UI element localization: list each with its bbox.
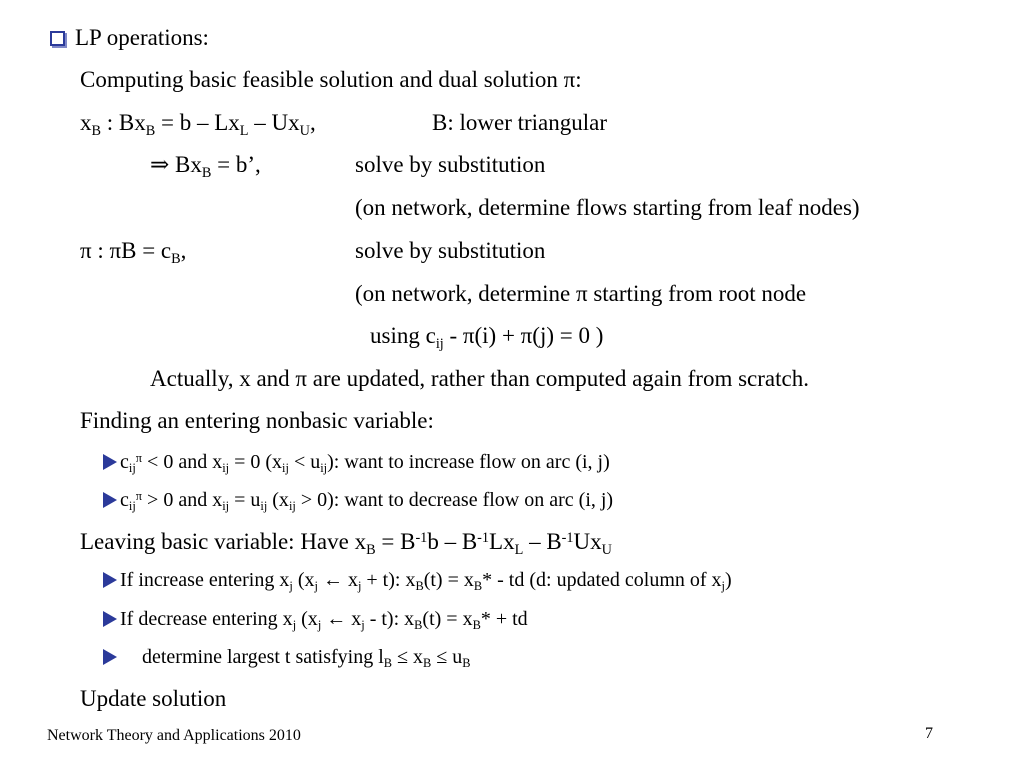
line-using: using $c_{ij} - \pi(i) + \pi(j) = 0$ ) xyxy=(370,323,604,352)
bullet-determine-t: determine largest t satisfying $l_B \le x_B \le u_B$ xyxy=(103,647,471,667)
arrow-bullet-icon xyxy=(103,649,117,665)
line-pi-definition: π : $\pi B = c_B$, xyxy=(80,238,187,267)
arrow-bullet-icon xyxy=(103,572,117,588)
line-implies: ⇒ $Bx_B = b$’, xyxy=(150,152,261,181)
line-computing: Computing basic feasible solution and dual solution π: xyxy=(80,67,582,92)
line-xb-definition: $x_B$ : $Bx_B = b - Lx_L - Ux_U$, xyxy=(80,110,316,139)
bullet-if-increase: If increase entering $x_j$ ($x_j$ ← $x_j + t$): $x_B(t) = x_B*$ - td (d: updated column of $x_j$) xyxy=(103,570,732,590)
heading-line xyxy=(50,26,209,49)
bullet-decrease-flow: $c_{ij}^\pi > 0$ and $x_{ij} = u_{ij}$ $(x_{ij} > 0)$: want to decrease flow on arc (i, j) xyxy=(103,490,613,510)
bullet-increase-flow: $c_{ij}^\pi < 0$ and $x_{ij} = 0$ $(x_{ij} < u_{ij})$: want to increase flow on arc (i, j) xyxy=(103,452,610,472)
line-network-flows: (on network, determine flows starting from leaf nodes) xyxy=(355,195,860,220)
arrow-bullet-icon xyxy=(103,454,117,470)
bullet-if-decrease: If decrease entering $x_j$ ($x_j$ ← $x_j - t$): $x_B(t) = x_B*$ + td xyxy=(103,609,528,629)
hollow-square-bullet-icon xyxy=(50,31,65,46)
heading-text: LP operations: xyxy=(75,25,209,50)
line-implies-note: solve by substitution xyxy=(355,152,546,177)
line-actually: Actually, x and π are updated, rather than computed again from scratch. xyxy=(150,366,809,391)
page-number: 7 xyxy=(925,725,933,742)
line-entering: Finding an entering nonbasic variable: xyxy=(80,408,434,433)
line-leaving: Leaving basic variable: Have $x_B = B^{-1}b - B^{-1}Lx_L - B^{-1}Ux_U$ xyxy=(80,529,612,558)
line-network-pi: (on network, determine π starting from root node xyxy=(355,281,807,306)
line-update-solution: Update solution xyxy=(80,686,227,711)
line-xb-note: B: lower triangular xyxy=(432,110,608,135)
arrow-bullet-icon xyxy=(103,611,117,627)
arrow-bullet-icon xyxy=(103,492,117,508)
footer-title: Network Theory and Applications 2010 xyxy=(47,727,301,744)
line-pi-note: solve by substitution xyxy=(355,238,546,263)
